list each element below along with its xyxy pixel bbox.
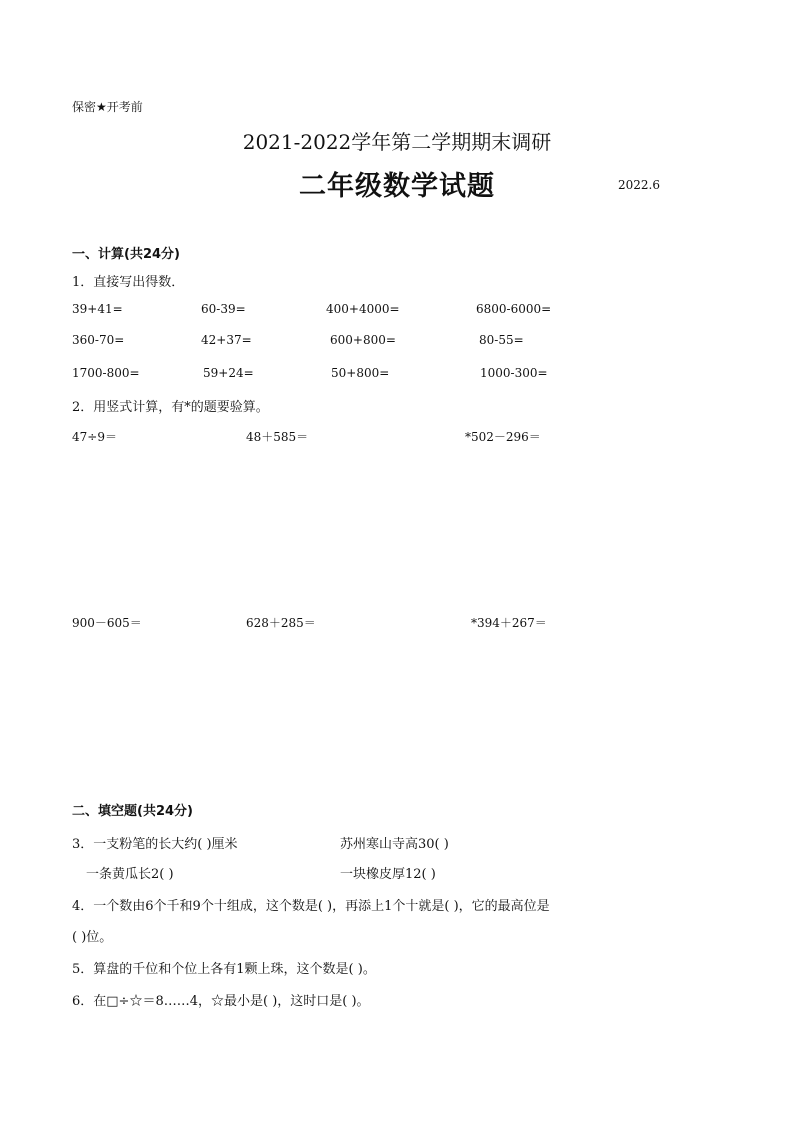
mental-math-item: 6800-6000= [476, 302, 552, 316]
confidential-note: 保密★开考前 [72, 100, 143, 114]
mental-math-item: 42+37= [201, 333, 252, 347]
column-calc-item: 48＋585＝ [246, 430, 309, 444]
mental-math-item: 39+41= [72, 302, 123, 316]
mental-math-item: 60-39= [201, 302, 246, 316]
mental-math-item: 80-55= [479, 333, 524, 347]
exam-subtitle: 二年级数学试题 [299, 171, 495, 202]
column-calc-item: 628＋285＝ [246, 616, 316, 630]
question-4-line-1: 4．一个数由6个千和9个十组成，这个数是( )，再添上1个十就是( )，它的最高位是 [72, 899, 550, 914]
section-1-heading: 一、计算(共24分) [72, 247, 180, 262]
mental-math-item: 600+800= [330, 333, 396, 347]
column-calc-item: *394＋267＝ [471, 616, 547, 630]
mental-math-item: 360-70= [72, 333, 125, 347]
question-3-part-c: 一条黄瓜长2( ) [86, 867, 174, 882]
column-calc-item: 900－605＝ [72, 616, 142, 630]
exam-date: 2022.6 [618, 178, 660, 192]
question-4-line-2: ( )位。 [72, 930, 113, 945]
question-3-part-a: 3．一支粉笔的长大约( )厘米 [72, 837, 238, 852]
column-calc-item: 47÷9＝ [72, 430, 117, 444]
question-2-prompt: 2．用竖式计算，有*的题要验算。 [72, 400, 269, 415]
mental-math-item: 59+24= [203, 366, 254, 380]
mental-math-item: 50+800= [331, 366, 390, 380]
question-1-prompt: 1．直接写出得数． [72, 275, 185, 290]
section-2-heading: 二、填空题(共24分) [72, 804, 193, 819]
question-3-part-d: 一块橡皮厚12( ) [340, 867, 436, 882]
mental-math-item: 1700-800= [72, 366, 140, 380]
mental-math-item: 400+4000= [326, 302, 400, 316]
column-calc-item: *502－296＝ [465, 430, 541, 444]
question-6: 6．在□÷☆＝8……4，☆最小是( )，这时口是( )。 [72, 994, 370, 1009]
mental-math-item: 1000-300= [480, 366, 548, 380]
question-5: 5．算盘的千位和个位上各有1颗上珠，这个数是( )。 [72, 962, 376, 977]
question-3-part-b: 苏州寒山寺高30( ) [340, 837, 449, 852]
exam-title: 2021-2022学年第二学期期末调研 [242, 130, 552, 154]
